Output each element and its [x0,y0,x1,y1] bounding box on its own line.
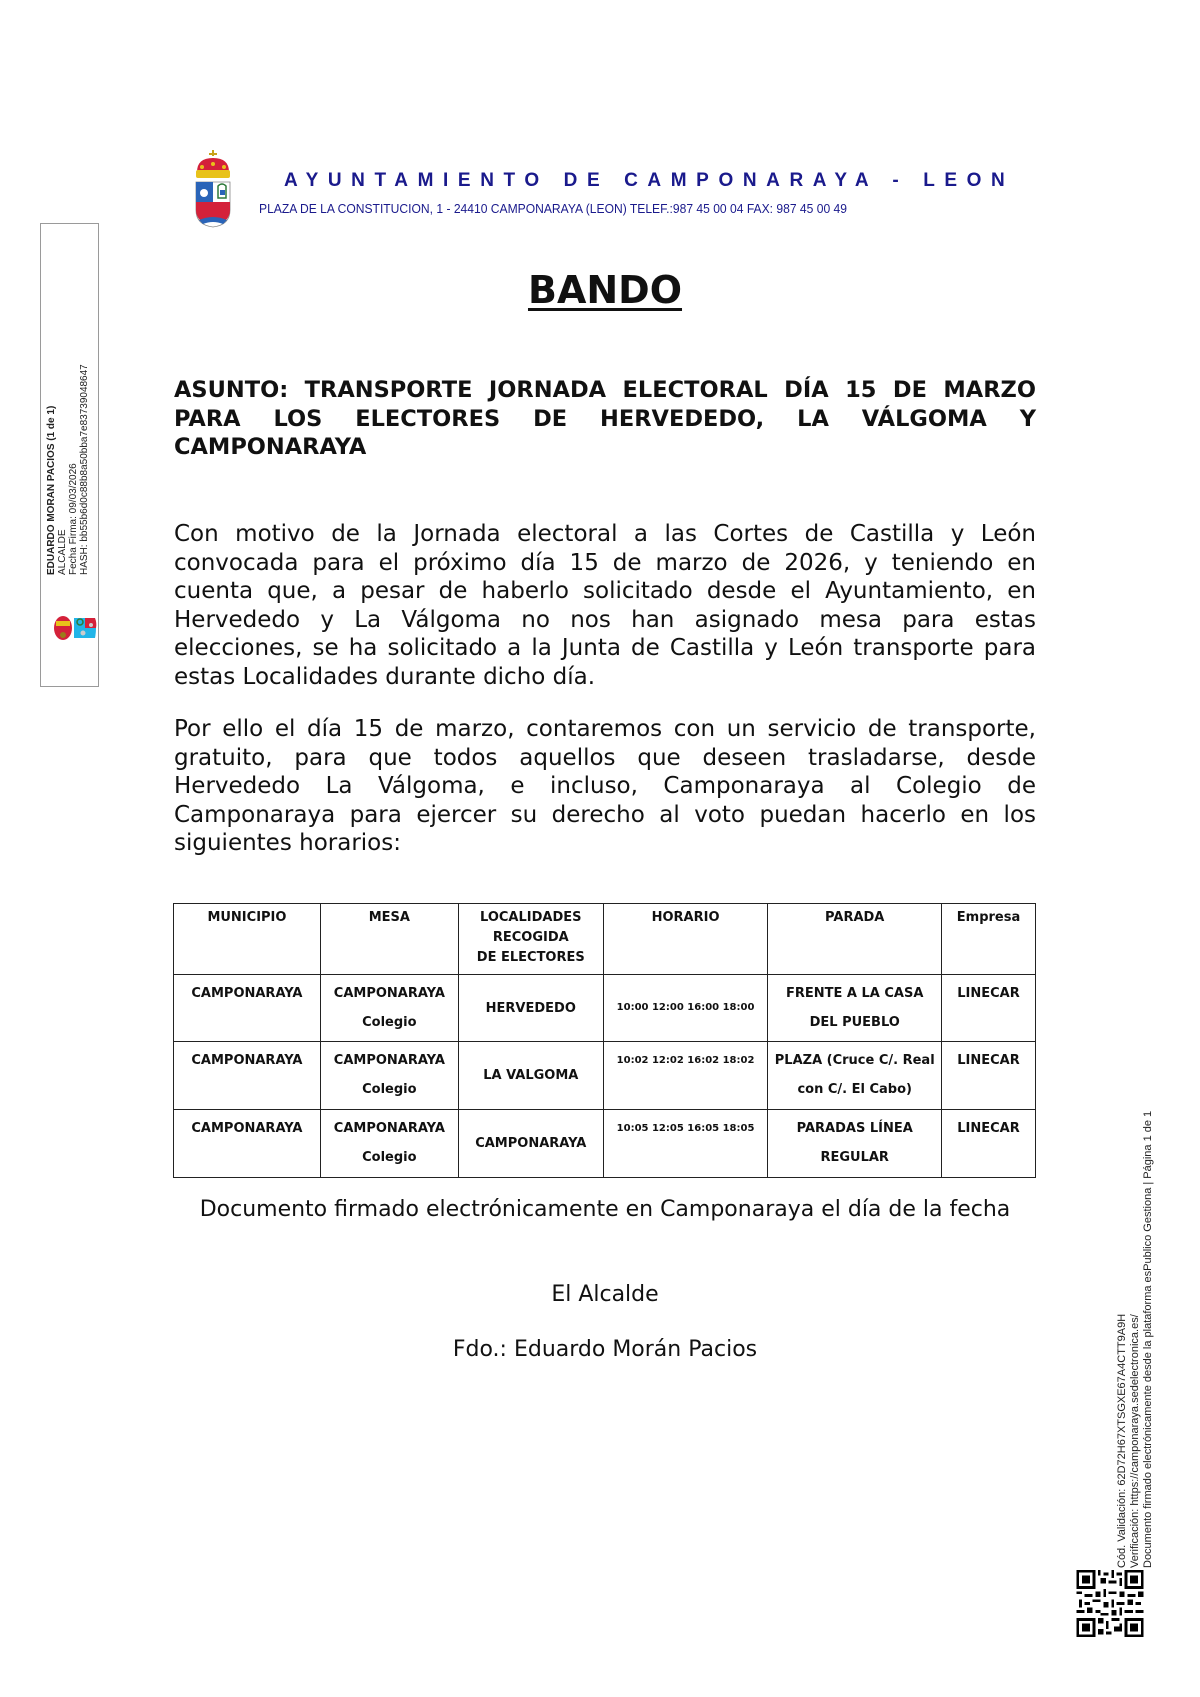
verification-text [1116,1048,1155,1568]
header-mesa: MESA [320,904,458,975]
body-paragraph: Con motivo de la Jornada electoral a las Cortes de Castilla y León convocada para el próximo día 15 de marzo de 2026, y teniendo en cuenta que, a pesar de haberlo solicitado desde el Ayuntamiento, en Hervededo y La Válgoma no nos han asignado mesa para estas elecciones, se ha solicitado a la Junta de Castilla y León transporte para estas Localidades durante dicho día. [174,521,1036,690]
stamp-hash: HASH: bb55b6d0c88b8a50bba7e83739048647 [79,364,90,575]
cell-empresa: LINECAR [942,1042,1036,1110]
cell-mesa-line: CAMPONARAYA [333,1121,445,1136]
organization-name: AYUNTAMIENTO DE CAMPONARAYA - LEON [284,170,1015,191]
table-header-row [174,904,1036,975]
cell-localidad: HERVEDEDO [458,975,603,1042]
document-subject: ASUNTO: TRANSPORTE JORNADA ELECTORAL DÍA 15 DE MARZO PARA LOS ELECTORES DE HERVEDEDO, LA VÁLGOMA Y CAMPONARAYA [174,377,1036,460]
cell-parada [768,1110,942,1178]
document-title [0,268,1200,312]
table-row [174,1110,1036,1178]
signature-role: El Alcalde [551,1282,659,1307]
cell-horario: 10:00 12:00 16:00 18:00 [603,975,768,1042]
cell-parada [768,1042,942,1110]
cell-localidad: CAMPONARAYA [458,1110,603,1178]
cell-parada-line: PLAZA (Cruce C/. Real [774,1053,935,1068]
header-localidades-line: DE ELECTORES [476,950,585,965]
platform-note: Documento firmado electrónicamente desde la plataforma esPublico Gestiona | Página 1 de 1 [1142,1110,1154,1568]
header-empresa: Empresa [942,904,1036,975]
header-localidades-line: LOCALIDADES [480,910,582,925]
cell-parada-line: FRENTE A LA CASA [786,986,924,1001]
header-horario: HORARIO [603,904,768,975]
cell-municipio: CAMPONARAYA [174,1042,321,1110]
stamp-signer: EDUARDO MORAN PACIOS (1 de 1) [46,405,57,575]
cell-horario: 10:05 12:05 16:05 18:05 [603,1110,768,1178]
validation-code: Cód. Validación: 62D72H67XTSGXE67A4CTT9A9H [1116,1313,1128,1568]
cell-mesa-line: CAMPONARAYA [333,986,445,1001]
table-row [174,1042,1036,1110]
cell-parada [768,975,942,1042]
cell-parada-line: con C/. El Cabo) [797,1082,912,1097]
organization-address: PLAZA DE LA CONSTITUCION, 1 - 24410 CAMPONARAYA (LEON) TELEF.:987 45 00 04 FAX: 987 45 00 49 [259,201,847,216]
table-row [174,975,1036,1042]
cell-empresa: LINECAR [942,1110,1036,1178]
cell-municipio: CAMPONARAYA [174,975,321,1042]
header-localidades-line: RECOGIDA [492,930,569,945]
verification-url[interactable]: Verificación: https://camponaraya.sedelectronica.es/ [1129,1314,1141,1568]
cell-mesa-line: CAMPONARAYA [333,1053,445,1068]
cell-parada-line: PARADAS LÍNEA [796,1121,913,1136]
transport-schedule-table [173,903,1036,1178]
stamp-role: ALCALDE [57,529,68,575]
municipal-seal-icon [49,613,99,643]
cell-mesa [320,1042,458,1110]
signature-stamp-text [46,275,90,575]
body-paragraph: Por ello el día 15 de marzo, contaremos con un servicio de transporte, gratuito, para que todos aquellos que deseen trasladarse, desde Hervededo La Válgoma, e incluso, Camponaraya al Colegio de Camponaraya para ejercer su derecho al voto puedan hacerlo en los siguientes horarios: [174,716,1036,857]
cell-mesa-line: Colegio [362,1150,417,1165]
cell-mesa [320,975,458,1042]
cell-parada-line: DEL PUEBLO [809,1015,900,1030]
cell-mesa-line: Colegio [362,1015,417,1030]
header-localidades [458,904,603,975]
header-parada: PARADA [768,904,942,975]
coat-of-arms-icon [193,150,233,230]
qr-code-icon[interactable] [1076,1570,1144,1637]
cell-localidad: LA VALGOMA [458,1042,603,1110]
document-title-text: BANDO [527,268,683,312]
cell-empresa: LINECAR [942,975,1036,1042]
cell-mesa [320,1110,458,1178]
stamp-date: Fecha Firma: 09/03/2026 [68,463,79,575]
signature-name: Fdo.: Eduardo Morán Pacios [452,1337,758,1362]
signature-statement: Documento firmado electrónicamente en Camponaraya el día de la fecha [199,1197,1011,1222]
cell-mesa-line: Colegio [362,1082,417,1097]
cell-parada-line: REGULAR [820,1150,889,1165]
cell-municipio: CAMPONARAYA [174,1110,321,1178]
header-municipio: MUNICIPIO [174,904,321,975]
cell-horario: 10:02 12:02 16:02 18:02 [603,1042,768,1110]
